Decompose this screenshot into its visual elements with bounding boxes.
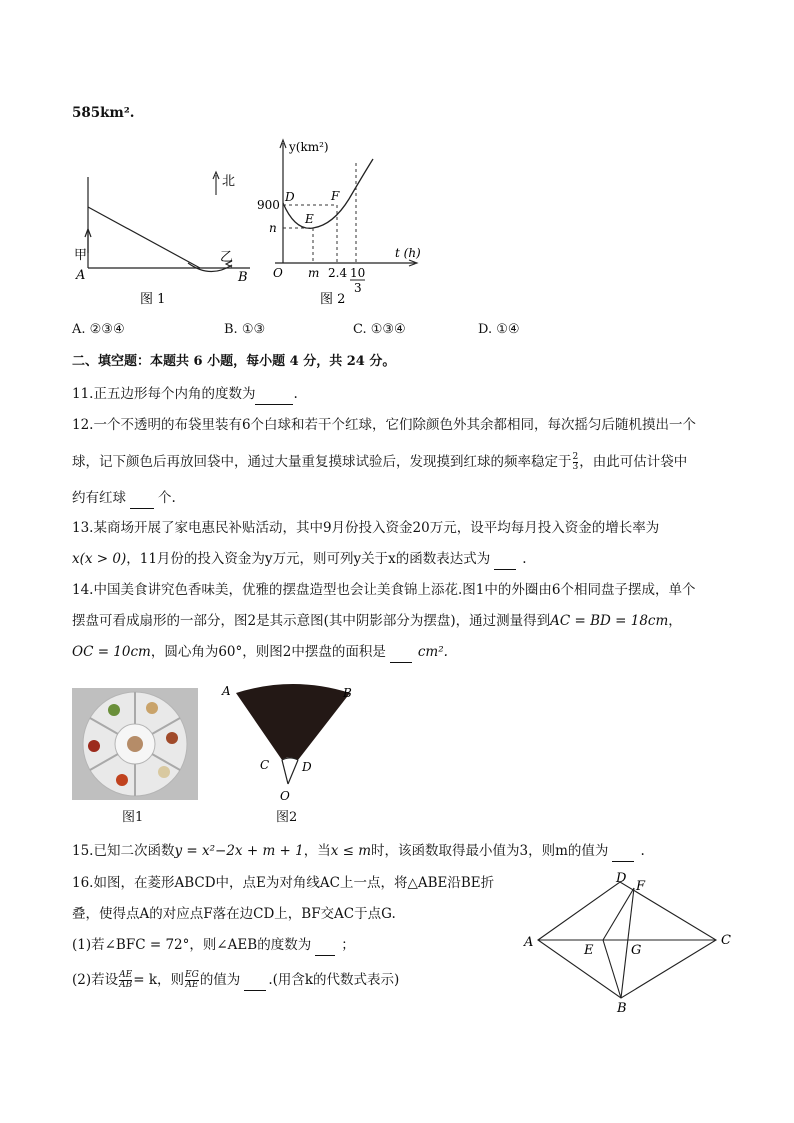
north-label: 北: [222, 174, 236, 189]
q12-blank[interactable]: [130, 488, 154, 509]
q11-blank[interactable]: [255, 384, 293, 405]
curve: [283, 159, 373, 228]
q12-line-3a: 约有红球: [72, 490, 126, 506]
label-C: C: [721, 933, 731, 948]
q16-p1b: ；: [341, 937, 355, 953]
q14-line-2c: ，: [668, 613, 682, 629]
q12-frac-num: 2: [572, 452, 579, 462]
option-a: A. ②③④: [72, 322, 125, 337]
q16-frac-1: [119, 971, 132, 990]
q14-fig1-caption: 图1: [122, 810, 144, 825]
q13-line-2b: ，11月份的投入资金为y万元，则可列y关于x的函数表达式为: [126, 551, 491, 567]
q11-text: 11.正五边形每个内角的度数为: [72, 386, 256, 402]
q16-part-1: [72, 935, 355, 956]
label-E: E: [584, 943, 594, 958]
label-B: B: [617, 1001, 627, 1016]
q12-line-1: 12.一个不透明的布袋里装有6个白球和若干个红球，它们除颜色外其余都相同，每次摇匀后随机摸出一个: [72, 417, 697, 433]
line-be: [603, 940, 621, 998]
q16-p2d: .(用含k的代数式表示): [268, 972, 400, 988]
label-A: A: [76, 268, 86, 283]
option-c: C. ①③④: [353, 322, 406, 337]
q14-ac-bd: AC = BD = 18cm: [550, 613, 669, 629]
tick-m: m: [308, 266, 320, 280]
q13-line-2: [72, 549, 527, 570]
sector-shaded: [236, 684, 350, 760]
q16-frac2-den: AE: [185, 980, 199, 990]
tick-2-4: 2.4: [328, 266, 348, 280]
q16-blank-1[interactable]: [315, 935, 335, 956]
option-b: B. ①③: [224, 322, 266, 337]
figure-2-caption: 图 2: [320, 292, 346, 307]
label-D2: D: [302, 760, 312, 774]
label-O2: O: [280, 789, 290, 803]
q13-blank[interactable]: [494, 549, 516, 570]
q15-formula: y = x²−2x + m + 1: [174, 843, 304, 859]
q14-oc: OC = 10cm: [72, 644, 151, 660]
q15-blank[interactable]: [612, 841, 634, 862]
label-C2: C: [260, 758, 270, 772]
q16-p2c: 的值为: [199, 972, 241, 988]
label-G: G: [631, 943, 642, 958]
q16-line-2: 叠，使得点A的对应点F落在边CD上，BF交AC于点G.: [72, 906, 396, 922]
q11-end: .: [293, 386, 298, 402]
q14-line-3b: ，圆心角为60°，则图2中摆盘的面积是: [150, 644, 386, 660]
q14-blank[interactable]: [390, 642, 412, 663]
line-do: [288, 760, 298, 784]
label-D: D: [616, 871, 627, 886]
q16-part-2: [72, 970, 399, 991]
label-B2: B: [343, 686, 352, 700]
q16-frac-2: [185, 971, 199, 990]
q15-c: 时，该函数取得最小值为3，则m的值为: [371, 843, 609, 859]
section-title: 二、填空题：本题共 6 小题，每小题 4 分，共 24 分。: [72, 354, 396, 369]
q12-line-2: [72, 452, 687, 472]
label-A: A: [524, 935, 534, 950]
point-F: F: [331, 189, 340, 203]
q14-line-3: [72, 642, 448, 663]
tick-n: n: [269, 221, 277, 235]
label-A2: A: [222, 684, 231, 698]
q14-fig2-caption: 图2: [276, 810, 298, 825]
q12-line-2a: 球，记下颜色后再放回袋中，通过大量重复摸球试验后，发现摸到红球的频率稳定于: [72, 454, 572, 470]
label-F: F: [636, 879, 646, 894]
q14-unit: cm².: [417, 644, 448, 660]
q14-line-2: [72, 611, 682, 631]
q12-frac-den: 3: [572, 462, 579, 472]
q14-photo: [72, 688, 198, 800]
origin-label: O: [273, 266, 283, 280]
point-D: D: [285, 190, 295, 204]
q16-p2b: = k，则: [133, 972, 185, 988]
point-E: E: [305, 212, 314, 226]
q15-a: 15.已知二次函数: [72, 843, 175, 859]
tick-900: 900: [257, 198, 280, 212]
q12-line-3: [72, 488, 176, 509]
q12-fraction: [573, 453, 579, 472]
tick-3: 3: [354, 281, 362, 295]
top-answer: 585km².: [72, 105, 135, 121]
label-B: B: [238, 270, 248, 285]
q13-condition: x(x > 0): [72, 551, 127, 567]
q16-frac2-num: EG: [185, 970, 199, 980]
question-11: [72, 384, 298, 405]
line-co: [282, 760, 288, 784]
q13-line-1: 13.某商场开展了家电惠民补贴活动，其中9月份投入资金20万元，设平均每月投入资金的增长率为: [72, 520, 660, 536]
q16-rhombus-diagram: [518, 868, 748, 1018]
q16-p2a: (2)若设: [72, 972, 119, 988]
figure-2-graph: [255, 135, 430, 310]
q16-line-1: 16.如图，在菱形ABCD中，点E为对角线AC上一点，将△ABE沿BE折: [72, 875, 495, 891]
q14-line-2a: 摆盘可看成扇形的一部分，图2是其示意图(其中阴影部分为摆盘)，通过测量得到: [72, 613, 551, 629]
line-ef: [603, 888, 634, 940]
option-d: D. ①④: [478, 322, 520, 337]
q16-frac1-num: AE: [119, 970, 133, 980]
question-15: [72, 841, 645, 862]
q15-b: ，当: [303, 843, 331, 859]
x-axis-label: t (h): [395, 246, 421, 260]
q16-blank-2[interactable]: [244, 970, 266, 991]
q12-line-3b: 个.: [158, 490, 176, 506]
q14-line-1: 14.中国美食讲究色香味美，优雅的摆盘造型也会让美食锦上添花.图1中的外圈由6个相同盘子摆成，单个: [72, 582, 696, 598]
q12-line-2b: ，由此可估计袋中: [579, 454, 688, 470]
label-jia: 甲: [74, 248, 88, 263]
y-axis-label: y(km²): [289, 140, 329, 154]
q16-p1a: (1)若∠BFC = 72°，则∠AEB的度数为: [72, 937, 312, 953]
label-yi: 乙: [220, 250, 234, 265]
q15-d: .: [640, 843, 645, 859]
route-line: [88, 207, 200, 268]
figure-1-river: [70, 165, 255, 310]
q13-end: .: [522, 551, 527, 567]
tick-10: 10: [350, 266, 366, 280]
q16-frac1-den: AB: [119, 980, 133, 990]
plates-illustration: [72, 688, 198, 800]
q14-sector-diagram: [218, 680, 363, 805]
q15-cond: x ≤ m: [330, 843, 372, 859]
figure-1-caption: 图 1: [140, 292, 166, 307]
